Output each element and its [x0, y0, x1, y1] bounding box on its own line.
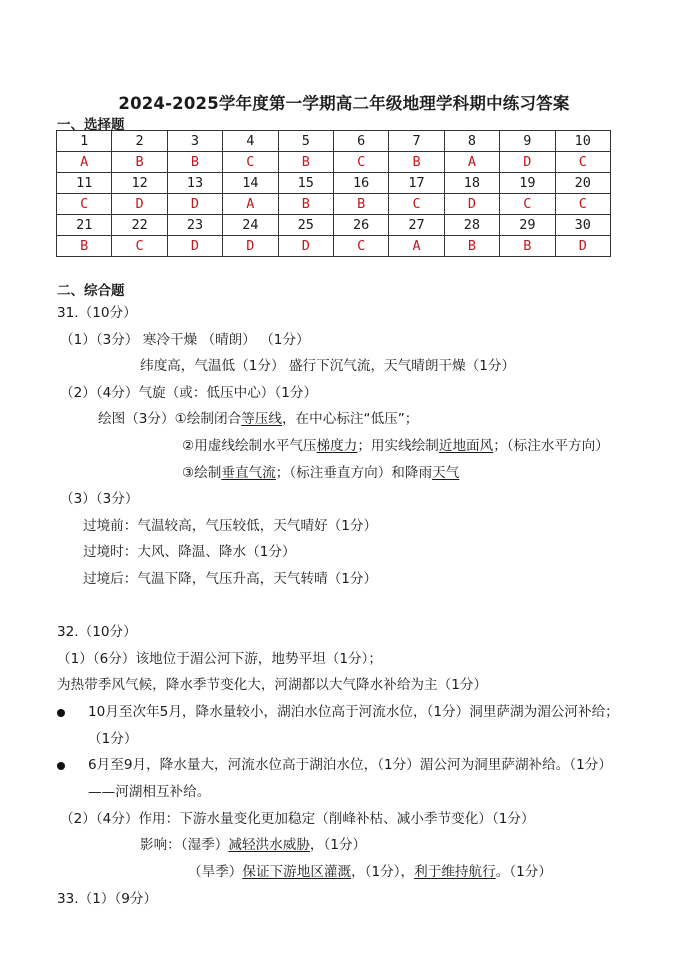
q31-part3-heading: （3）（3分） [60, 491, 139, 507]
answer-letter-cell: D [223, 236, 278, 257]
section-comprehensive-heading: 二、综合题 [57, 283, 125, 299]
q33-heading: 33.（1）（9分） [57, 891, 158, 907]
underlined-key-term: 等压线 [241, 411, 282, 427]
q31-drawing-step3 [182, 464, 459, 482]
answer-letter-cell: C [223, 152, 278, 173]
answer-letter-cell: B [278, 152, 333, 173]
answer-letter-cell: B [333, 194, 388, 215]
answer-letter-row [57, 194, 611, 215]
question-number-cell: 15 [278, 173, 333, 194]
bullet-dot-1 [57, 709, 65, 717]
text-segment: ，（1分） [309, 837, 367, 853]
question-number-cell: 25 [278, 215, 333, 236]
text-segment: ；（标注水平方向） [493, 438, 609, 454]
question-number-cell: 6 [333, 131, 388, 152]
question-number-cell: 30 [555, 215, 610, 236]
underlined-key-term: 梯度力 [316, 438, 358, 454]
question-number-cell: 2 [112, 131, 167, 152]
q32-bullet1-line1: 10月至次年5月，降水量较小，湖泊水位高于河流水位，（1分）洞里萨湖为湄公河补给； [88, 704, 619, 720]
question-number-cell: 17 [389, 173, 444, 194]
underlined-key-term: 天气 [432, 465, 460, 481]
text-segment: ②用虚线绘制水平气压 [182, 438, 317, 454]
text-segment: 绘图（3分）①绘制闭合 [98, 411, 242, 427]
answer-letter-cell: C [333, 236, 388, 257]
q31-after-transit: 过境后：气温下降，气压升高，天气转晴（1分） [83, 571, 378, 587]
question-number-cell: 27 [389, 215, 444, 236]
answer-letter-row [57, 152, 611, 173]
answer-letter-cell: B [112, 152, 167, 173]
page-title: 2024-2025学年度第一学期高二年级地理学科期中练习答案 [118, 94, 570, 113]
question-number-cell: 18 [444, 173, 499, 194]
answer-letter-cell: B [444, 236, 499, 257]
answer-letter-cell: B [278, 194, 333, 215]
underlined-key-term: 垂直气流 [221, 465, 276, 481]
answer-letter-cell: B [57, 236, 112, 257]
q32-heading: 32.（10分） [57, 624, 137, 640]
answer-letter-cell: A [223, 194, 278, 215]
question-number-cell: 3 [167, 131, 222, 152]
question-number-cell: 12 [112, 173, 167, 194]
question-number-cell: 11 [57, 173, 112, 194]
answer-letter-cell: C [389, 194, 444, 215]
answer-letter-cell: D [278, 236, 333, 257]
q31-during-transit: 过境时：大风、降温、降水（1分） [83, 544, 296, 560]
underlined-key-term: 近地面风 [438, 438, 494, 454]
q31-part2-answer: （2）（4分）气旋（或：低压中心）（1分） [60, 385, 318, 401]
question-number-cell: 4 [223, 131, 278, 152]
question-number-cell: 21 [57, 215, 112, 236]
question-number-row [57, 173, 611, 194]
question-number-cell: 13 [167, 173, 222, 194]
text-segment: ③绘制 [182, 465, 222, 481]
answer-letter-cell: A [444, 152, 499, 173]
answer-letter-cell: C [555, 194, 610, 215]
text-segment: 。（1分） [495, 864, 552, 880]
q32-part2-effect: （2）（4分）作用：下游水量变化更加稳定（削峰补枯、减小季节变化）（1分） [60, 811, 535, 827]
text-segment: ；（标注垂直方向）和降雨 [275, 465, 433, 481]
section-multiple-choice-heading: 一、选择题 [57, 117, 125, 133]
text-segment: ，在中心标注“低压”； [281, 411, 419, 427]
text-segment: ，（1分）， [351, 864, 415, 880]
question-number-cell: 29 [500, 215, 555, 236]
answer-table [56, 130, 611, 257]
q32-part1-line2: 为热带季风气候，降水季节变化大，河湖都以大气降水补给为主（1分） [57, 677, 488, 693]
underlined-key-term: 利于维持航行 [414, 864, 496, 880]
answer-letter-cell: C [57, 194, 112, 215]
answer-letter-cell: D [555, 236, 610, 257]
question-number-cell: 9 [500, 131, 555, 152]
answer-letter-cell: A [389, 236, 444, 257]
text-segment: ；用实线绘制 [357, 438, 439, 454]
q31-heading: 31.（10分） [57, 305, 137, 321]
answer-letter-cell: D [500, 152, 555, 173]
question-number-cell: 23 [167, 215, 222, 236]
answer-letter-cell: C [333, 152, 388, 173]
q32-part2-dry-season [188, 863, 552, 881]
answer-letter-cell: D [167, 236, 222, 257]
question-number-cell: 26 [333, 215, 388, 236]
question-number-row [57, 215, 611, 236]
question-number-cell: 16 [333, 173, 388, 194]
bullet-dot-2 [57, 762, 65, 770]
question-number-cell: 5 [278, 131, 333, 152]
answer-letter-cell: D [444, 194, 499, 215]
answer-letter-cell: C [112, 236, 167, 257]
underlined-key-term: 减轻洪水威胁 [228, 837, 310, 853]
question-number-cell: 19 [500, 173, 555, 194]
q32-part2-wet-season [140, 836, 366, 854]
q31-part1-reason: 纬度高，气温低（1分） 盛行下沉气流，天气晴朗干燥（1分） [140, 358, 516, 374]
question-number-cell: 14 [223, 173, 278, 194]
answer-letter-cell: C [500, 194, 555, 215]
question-number-cell: 7 [389, 131, 444, 152]
question-number-cell: 1 [57, 131, 112, 152]
q31-drawing-step1 [98, 410, 418, 428]
q31-drawing-step2 [182, 437, 609, 455]
q32-part1-line1: （1）（6分）该地位于湄公河下游，地势平坦（1分）； [57, 651, 383, 667]
question-number-cell: 28 [444, 215, 499, 236]
q32-bullet2-line1: 6月至9月，降水量大，河流水位高于湖泊水位，（1分）湄公河为洞里萨湖补给。（1分） [88, 757, 612, 773]
question-number-cell: 24 [223, 215, 278, 236]
underlined-key-term: 保证下游地区灌溉 [242, 864, 352, 880]
q31-before-transit: 过境前：气温较高，气压较低，天气晴好（1分） [83, 518, 378, 534]
answer-letter-cell: A [57, 152, 112, 173]
q31-part1-answer: （1）（3分） 寒冷干燥 （晴朗） （1分） [60, 332, 310, 348]
question-number-cell: 20 [555, 173, 610, 194]
q32-bullet1-line2: （1分） [88, 731, 138, 747]
question-number-cell: 22 [112, 215, 167, 236]
question-number-cell: 10 [555, 131, 610, 152]
answer-letter-cell: D [167, 194, 222, 215]
question-number-row [57, 131, 611, 152]
answer-letter-cell: C [555, 152, 610, 173]
answer-letter-row [57, 236, 611, 257]
answer-letter-cell: B [500, 236, 555, 257]
text-segment: （旱季） [188, 864, 243, 880]
answer-letter-cell: B [389, 152, 444, 173]
question-number-cell: 8 [444, 131, 499, 152]
text-segment: 影响：（湿季） [140, 837, 229, 853]
answer-letter-cell: D [112, 194, 167, 215]
q32-bullet2-line2: ——河湖相互补给。 [88, 784, 211, 800]
answer-letter-cell: B [167, 152, 222, 173]
